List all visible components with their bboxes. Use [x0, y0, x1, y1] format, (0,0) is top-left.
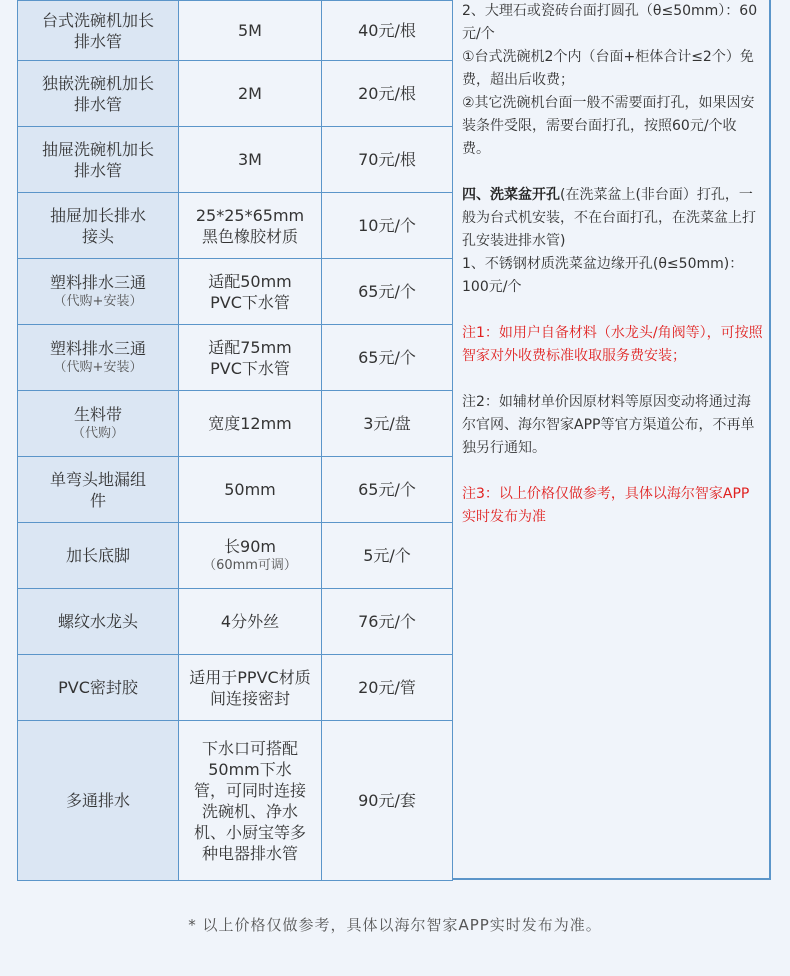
- item-note: （代购+安装）: [53, 360, 143, 375]
- table-row: [18, 193, 453, 259]
- installation-notes-panel: [452, 0, 771, 880]
- table-row: [18, 391, 453, 457]
- item-spec: 适配50mm PVC下水管: [179, 259, 322, 325]
- table-row: [18, 259, 453, 325]
- item-name: 独嵌洗碗机加长排水管: [18, 61, 179, 127]
- table-row: [18, 61, 453, 127]
- note-paragraph: ①台式洗碗机2个内（台面+柜体合计≤2个）免费，超出后收费；: [462, 49, 754, 88]
- item-name: PVC密封胶: [18, 655, 179, 721]
- note-paragraph: 2、大理石或瓷砖台面打圆孔（θ≤50mm）：60元/个: [462, 3, 758, 42]
- item-name: 抽屉加长排水接头: [18, 193, 179, 259]
- item-price: 40元/根: [322, 1, 453, 61]
- footer-disclaimer: * 以上价格仅做参考，具体以海尔智家APP实时发布为准。: [188, 916, 602, 934]
- item-note: （代购+安装）: [53, 294, 143, 309]
- item-spec-note: （60mm可调）: [203, 558, 297, 573]
- table-row: [18, 655, 453, 721]
- item-name: 塑料排水三通 （代购+安装）: [18, 259, 179, 325]
- table-row: [18, 457, 453, 523]
- table-row: [18, 127, 453, 193]
- section-four: [462, 184, 763, 253]
- note-paragraph: 1、不锈钢材质洗菜盆边缘开孔(θ≤50mm)：100元/个: [462, 256, 744, 295]
- item-name: 多通排水: [18, 721, 179, 881]
- item-name: 抽屉洗碗机加长排水管: [18, 127, 179, 193]
- accessory-price-table: [17, 0, 453, 881]
- item-note: （代购）: [71, 426, 124, 441]
- item-price: 65元/个: [322, 325, 453, 391]
- table-row: [18, 523, 453, 589]
- item-price: 65元/个: [322, 259, 453, 325]
- note-1: 注1：如用户自备材料（水龙头/角阀等），可按照智家对外收费标准收取服务费安装；: [462, 325, 763, 364]
- item-price: 65元/个: [322, 457, 453, 523]
- item-spec: 下水口可搭配50mm下水管，可同时连接洗碗机、净水机、小厨宝等多种电器排水管: [179, 721, 322, 881]
- item-name: 台式洗碗机加长排水管: [18, 1, 179, 61]
- item-spec: 长90m （60mm可调）: [179, 523, 322, 589]
- item-name: 螺纹水龙头: [18, 589, 179, 655]
- item-name: 单弯头地漏组件: [18, 457, 179, 523]
- table-row: [18, 721, 453, 881]
- note-paragraph: ②其它洗碗机台面一般不需要面打孔，如果因安装条件受限，需要台面打孔，按照60元/个收费。: [462, 95, 755, 157]
- item-spec: 3M: [179, 127, 322, 193]
- item-spec: 4分外丝: [179, 589, 322, 655]
- item-name: 塑料排水三通 （代购+安装）: [18, 325, 179, 391]
- note-3: 注3：以上价格仅做参考，具体以海尔智家APP实时发布为准: [462, 486, 750, 525]
- item-price: 90元/套: [322, 721, 453, 881]
- section-description: (在洗菜盆上(非台面）打孔，一般为台式机安装，不在台面打孔，在洗菜盆上打孔安装进排水管): [462, 187, 756, 249]
- item-spec: 适配75mm PVC下水管: [179, 325, 322, 391]
- item-name: 生料带 （代购）: [18, 391, 179, 457]
- item-spec: 2M: [179, 61, 322, 127]
- item-price: 5元/个: [322, 523, 453, 589]
- item-price: 76元/个: [322, 589, 453, 655]
- item-price: 3元/盘: [322, 391, 453, 457]
- item-price: 70元/根: [322, 127, 453, 193]
- note-2: 注2：如辅材单价因原材料等原因变动将通过海尔官网、海尔智家APP等官方渠道公布，不再单独另行通知。: [462, 394, 755, 456]
- section-title: 四、洗菜盆开孔: [462, 187, 560, 203]
- table-row: [18, 325, 453, 391]
- item-price: 20元/根: [322, 61, 453, 127]
- item-name: 加长底脚: [18, 523, 179, 589]
- item-spec: 50mm: [179, 457, 322, 523]
- item-price: 20元/管: [322, 655, 453, 721]
- table-row: [18, 589, 453, 655]
- item-spec: 25*25*65mm黑色橡胶材质: [179, 193, 322, 259]
- table-row: [18, 1, 453, 61]
- item-price: 10元/个: [322, 193, 453, 259]
- item-spec: 5M: [179, 1, 322, 61]
- item-spec: 宽度12mm: [179, 391, 322, 457]
- item-spec: 适用于PPVC材质间连接密封: [179, 655, 322, 721]
